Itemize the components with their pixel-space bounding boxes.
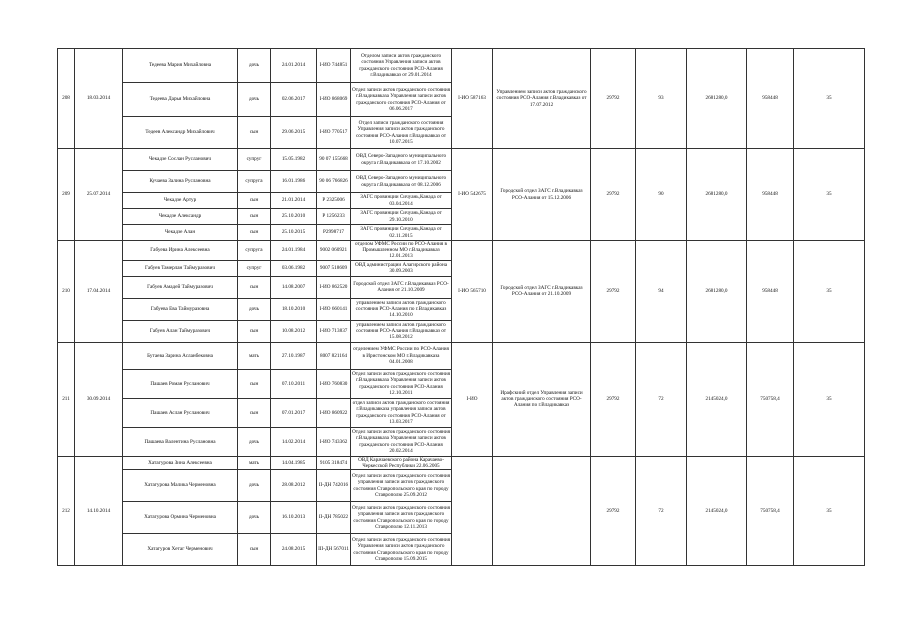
value-c-cell: 2681280,0 <box>687 149 747 241</box>
record-number-cell: 211 <box>58 342 75 456</box>
document-number-cell: I-ИО 744851 <box>317 49 351 83</box>
relation-cell: супруг <box>238 149 271 171</box>
value-c-cell: 2145024,0 <box>687 456 747 565</box>
record-number-cell: 209 <box>58 149 75 241</box>
value-d-cell: 958448 <box>747 149 794 241</box>
document-issued-cell: ЗАГС провинции Сичуань,Канада от 02.11.2015 <box>351 225 452 241</box>
marriage-certificate-cell: I-ИО 565710 <box>452 241 493 343</box>
issuing-authority-cell: Городской отдел ЗАГС г.Владикавказ РСО-Алания от 21.10.2009 <box>493 241 591 343</box>
document-number-cell: I-ИО 860922 <box>317 398 351 427</box>
relation-cell: сын <box>238 369 271 398</box>
value-b-cell: 90 <box>636 149 687 241</box>
value-e-cell: 35 <box>794 49 865 149</box>
birth-date-cell: 14.02.2014 <box>271 427 317 456</box>
birth-date-cell: 15.05.1982 <box>271 149 317 171</box>
record-number-cell: 212 <box>58 456 75 565</box>
birth-date-cell: 07.10.2011 <box>271 369 317 398</box>
document-issued-cell: Отдел записи актов гражданского состояния управления записи актов гражданского состояния Ставропольского края по городу Ставрополю 12.11.2013 <box>351 502 452 534</box>
relation-cell: сын <box>238 225 271 241</box>
member-name-cell: Пашаева Валентина Руслановна <box>123 427 238 456</box>
birth-date-cell: 03.06.1982 <box>271 260 317 276</box>
document-number-cell: 8007 821164 <box>317 342 351 369</box>
document-issued-cell: Отделом записи актов гражданского состояния Управления записи актов гражданского состояния РСО-Алания г.Владикавказ от 29.01.2014 <box>351 49 452 83</box>
birth-date-cell: 28.08.2012 <box>271 470 317 502</box>
family-registry-table <box>57 48 865 566</box>
value-a-cell: 29792 <box>591 456 636 565</box>
value-c-cell: 2681280,0 <box>687 49 747 149</box>
document-issued-cell: Отдел записи актов гражданского состояния Управления записи актов гражданского состояния Ставропольского края по городу Ставрополю 15.09.2015 <box>351 534 452 566</box>
value-a-cell: 29792 <box>591 49 636 149</box>
birth-date-cell: 18.10.2010 <box>271 298 317 320</box>
marriage-certificate-cell: I-ИО <box>452 342 493 456</box>
marriage-certificate-cell: I-ИО 587163 <box>452 49 493 149</box>
member-name-cell: Чекадзе Александр <box>123 209 238 225</box>
member-name-cell: Пашаев Аслан Русланович <box>123 398 238 427</box>
document-issued-cell: управлением записи актов гражданского состояния РСО-Алания по г.Владикавказ 14.10.2010 <box>351 298 452 320</box>
relation-cell: сын <box>238 320 271 342</box>
relation-cell: мать <box>238 342 271 369</box>
birth-date-cell: 25.10.2015 <box>271 225 317 241</box>
issuing-authority-cell: Городской отдел ЗАГС г.Владикавказ РСО-Алания от 15.12.2006 <box>493 149 591 241</box>
birth-date-cell: 14.08.2007 <box>271 276 317 298</box>
table-row <box>58 342 865 369</box>
value-c-cell: 2681280,0 <box>687 241 747 343</box>
member-name-cell: Чекадзе Алан <box>123 225 238 241</box>
document-issued-cell: ОВД Карачаевского района Карачаево-Черкесской Республики 22.06.2005 <box>351 456 452 469</box>
value-e-cell: 35 <box>794 456 865 565</box>
value-b-cell: 93 <box>636 49 687 149</box>
birth-date-cell: 25.10.2010 <box>271 209 317 225</box>
value-a-cell: 29792 <box>591 241 636 343</box>
value-b-cell: 72 <box>636 456 687 565</box>
document-number-cell: II-ДН 742016 <box>317 470 351 502</box>
member-name-cell: Пашаев Роман Русланович <box>123 369 238 398</box>
member-name-cell: Габуев Амадей Таймуразович <box>123 276 238 298</box>
birth-date-cell: 24.08.2015 <box>271 534 317 566</box>
relation-cell: мать <box>238 456 271 469</box>
document-issued-cell: Отдел записи гражданского состояния Управления записи актов гражданского состояния РСО-Алания г.Владикавказ от 10.07.2015 <box>351 117 452 149</box>
document-number-cell: I-ИО 868069 <box>317 83 351 117</box>
value-d-cell: 958448 <box>747 241 794 343</box>
birth-date-cell: 29.06.2015 <box>271 117 317 149</box>
document-number-cell: Р 2325006 <box>317 193 351 209</box>
birth-date-cell: 02.06.2017 <box>271 83 317 117</box>
relation-cell: дочь <box>238 470 271 502</box>
birth-date-cell: 21.01.2014 <box>271 193 317 209</box>
birth-date-cell: 07.01.2017 <box>271 398 317 427</box>
table-row <box>58 149 865 171</box>
relation-cell: сын <box>238 534 271 566</box>
document-issued-cell: Отдел записи актов гражданского состояния г.Владикавказа Управления записи актов гражданского состояния РСО-Алания 20.02.2014 <box>351 427 452 456</box>
member-name-cell: Чекадзе Артур <box>123 193 238 209</box>
relation-cell: дочь <box>238 427 271 456</box>
member-name-cell: Тедеева Дарья Михайловна <box>123 83 238 117</box>
document-number-cell: I-ИО 862520 <box>317 276 351 298</box>
document-issued-cell: ОВД Северо-Западного муниципального округа г.Владикавказа от 08.12.2006 <box>351 171 452 193</box>
document-issued-cell: ЗАГС провинции Сичуань,Канада от 03.04.2014 <box>351 193 452 209</box>
document-issued-cell: Отдел записи актов гражданского состояния управления записи актов гражданского состояния Ставропольского края по городу Ставрополю 25.09.2012 <box>351 470 452 502</box>
document-issued-cell: Отдел записи актов гражданского состояния г.Владикавказа Управления записи актов гражданского состояния РСО-Алания от 06.06.2017 <box>351 83 452 117</box>
member-name-cell: Хатагуров Хетаг Черменович <box>123 534 238 566</box>
birth-date-cell: 10.08.2012 <box>271 320 317 342</box>
value-e-cell: 35 <box>794 241 865 343</box>
member-name-cell: Габуев Алан Таймуразович <box>123 320 238 342</box>
relation-cell: супруга <box>238 171 271 193</box>
value-d-cell: 958448 <box>747 49 794 149</box>
relation-cell: дочь <box>238 83 271 117</box>
member-name-cell: Кучаева Залина Руслановна <box>123 171 238 193</box>
record-date-cell: 17.04.2014 <box>75 241 123 343</box>
value-b-cell: 94 <box>636 241 687 343</box>
member-name-cell: Габуева Ирина Алексеевна <box>123 241 238 261</box>
issuing-authority-cell: Ирафскиий отдел Управления записи актов гражданского состояния РСО-Алания по г.Владикавказ <box>493 342 591 456</box>
value-a-cell: 29792 <box>591 342 636 456</box>
table-row <box>58 241 865 261</box>
marriage-certificate-cell: I-ИО 542675 <box>452 149 493 241</box>
member-name-cell: Тедеева Мария Михайловна <box>123 49 238 83</box>
table-row <box>58 456 865 469</box>
value-d-cell: 750758,4 <box>747 456 794 565</box>
value-e-cell: 35 <box>794 149 865 241</box>
member-name-cell: Хатагурова Ормина Черменовна <box>123 502 238 534</box>
member-name-cell: Габуева Ева Таймуразовна <box>123 298 238 320</box>
value-d-cell: 750758,4 <box>747 342 794 456</box>
document-issued-cell: управлением записи актов гражданского состояния РСО-Алания г.Владикавказ от 15.08.2012 <box>351 320 452 342</box>
issuing-authority-cell: Управлением записи актов гражданского состояния РСО-Алания г.Владикавказ от 17.07.2012 <box>493 49 591 149</box>
relation-cell: сын <box>238 276 271 298</box>
document-issued-cell: отделением УФМС России по РСО-Алания в Иристонском МО г.Владикавказа 04.01.2008 <box>351 342 452 369</box>
value-b-cell: 72 <box>636 342 687 456</box>
document-issued-cell: отдел записи актов гражданского состояния г.Владикавказа управления записи актов гражданского состояния РСО-Алания от 13.03.2017 <box>351 398 452 427</box>
value-a-cell: 29792 <box>591 149 636 241</box>
relation-cell: сын <box>238 193 271 209</box>
member-name-cell: Тедеев Александр Михайлович <box>123 117 238 149</box>
table-row <box>58 49 865 83</box>
document-number-cell: 9105 318474 <box>317 456 351 469</box>
document-number-cell: I-ИО 713837 <box>317 320 351 342</box>
relation-cell: сын <box>238 117 271 149</box>
document-number-cell: 90 07 155668 <box>317 149 351 171</box>
document-number-cell: III-ДН 567011 <box>317 534 351 566</box>
relation-cell: дочь <box>238 49 271 83</box>
document-number-cell: I-ИО 770517 <box>317 117 351 149</box>
relation-cell: сын <box>238 398 271 427</box>
document-number-cell: 9007 518609 <box>317 260 351 276</box>
document-number-cell: I-ИО 660141 <box>317 298 351 320</box>
document-issued-cell: ОВД администрации Алагирского района 30.09.2003 <box>351 260 452 276</box>
document-number-cell: II-ДН 785022 <box>317 502 351 534</box>
member-name-cell: Хатагурова Зина Алексеевна <box>123 456 238 469</box>
record-date-cell: 18.03.2014 <box>75 49 123 149</box>
document-page <box>57 48 864 566</box>
member-name-cell: Бутаева Зарина Асланбековна <box>123 342 238 369</box>
member-name-cell: Чекадзе Сослан Русланович <box>123 149 238 171</box>
record-number-cell: 208 <box>58 49 75 149</box>
document-number-cell: Р 1256233 <box>317 209 351 225</box>
document-number-cell: 9002 060921 <box>317 241 351 261</box>
birth-date-cell: 16.10.2013 <box>271 502 317 534</box>
marriage-certificate-cell <box>452 456 493 565</box>
issuing-authority-cell <box>493 456 591 565</box>
record-number-cell: 210 <box>58 241 75 343</box>
document-issued-cell: ОВД Северо-Западного муниципального округа г.Владикавказа от 17.10.2002 <box>351 149 452 171</box>
document-issued-cell: Отдел записи актов гражданского состояния г.Владикавказа Управления записи актов гражданского состояния РСО-Алания 12.10.2011 <box>351 369 452 398</box>
record-date-cell: 25.07.2014 <box>75 149 123 241</box>
birth-date-cell: 16.01.1986 <box>271 171 317 193</box>
birth-date-cell: 24.01.1984 <box>271 241 317 261</box>
member-name-cell: Габуев Тамерлан Таймуразович <box>123 260 238 276</box>
relation-cell: супруг <box>238 260 271 276</box>
document-number-cell: 90 06 766826 <box>317 171 351 193</box>
document-number-cell: I-ИО 743362 <box>317 427 351 456</box>
member-name-cell: Хатагурова Малика Черменовна <box>123 470 238 502</box>
birth-date-cell: 14.04.1985 <box>271 456 317 469</box>
relation-cell: дочь <box>238 502 271 534</box>
relation-cell: дочь <box>238 298 271 320</box>
document-number-cell: Р2998717 <box>317 225 351 241</box>
relation-cell: супруга <box>238 241 271 261</box>
document-issued-cell: отделом УФМС России по РСО-Алания в Промышленном МО г.Владикавказ 12.01.2013 <box>351 241 452 261</box>
record-date-cell: 30.09.2014 <box>75 342 123 456</box>
relation-cell: сын <box>238 209 271 225</box>
record-date-cell: 14.10.2014 <box>75 456 123 565</box>
value-e-cell: 35 <box>794 342 865 456</box>
birth-date-cell: 27.10.1987 <box>271 342 317 369</box>
document-issued-cell: ЗАГС провинции Сичуань,Канада от 29.10.2010 <box>351 209 452 225</box>
document-number-cell: I-ИО 760830 <box>317 369 351 398</box>
document-issued-cell: Городской отдел ЗАГС г.Владикавказ РСО-Алания от 21.10.2009 <box>351 276 452 298</box>
value-c-cell: 2145024,0 <box>687 342 747 456</box>
birth-date-cell: 24.01.2014 <box>271 49 317 83</box>
